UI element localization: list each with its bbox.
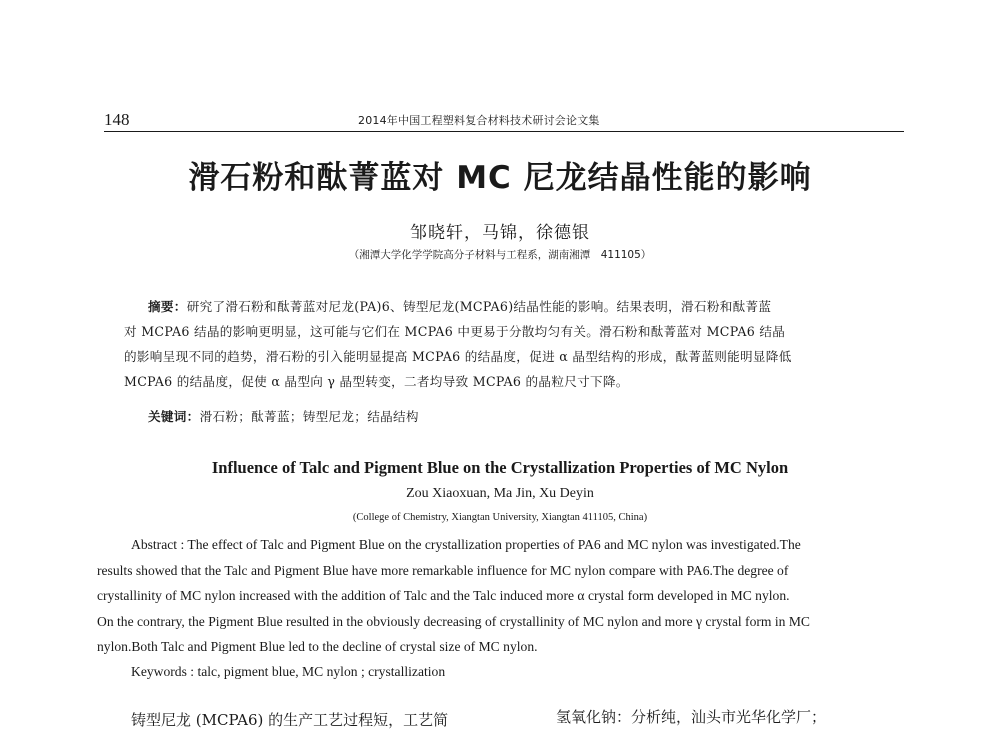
body-text-left-column: 铸型尼龙 (MCPA6) 的生产工艺过程短，工艺简 xyxy=(131,711,449,729)
english-abstract-line: On the contrary, the Pigment Blue resulted in the obviously decreasing of crystallinity of MC nylon and more γ crystal form in MC xyxy=(97,613,810,629)
proceedings-title: 2014年中国工程塑料复合材料技术研讨会论文集 xyxy=(358,114,600,127)
header-rule xyxy=(104,131,904,132)
english-abstract-line: nylon.Both Talc and Pigment Blue led to the decline of crystal size of MC nylon. xyxy=(97,639,538,654)
english-abstract-label: Abstract : xyxy=(131,537,185,552)
chinese-abstract-line: 的影响呈现不同的趋势，滑石粉的引入能明显提高 MCPA6 的结晶度，促进 α 晶型结构的形成，酞菁蓝则能明显降低 xyxy=(124,349,792,364)
chinese-title: 滑石粉和酞菁蓝对 MC 尼龙结晶性能的影响 xyxy=(188,160,812,196)
english-abstract xyxy=(97,532,907,660)
chinese-authors: 邹晓轩，马锦，徐德银 xyxy=(410,223,590,243)
english-authors: Zou Xiaoxuan, Ma Jin, Xu Deyin xyxy=(406,486,594,501)
body-text-right-column: 氢氧化钠：分析纯，汕头市光华化学厂； xyxy=(556,708,827,726)
english-title: Influence of Talc and Pigment Blue on the Crystallization Properties of MC Nylon xyxy=(211,458,789,477)
chinese-abstract-line: MCPA6 的结晶度，促使 α 晶型向 γ 晶型转变，二者均导致 MCPA6 的晶粒尺寸下降。 xyxy=(124,374,629,389)
english-keywords-label: Keywords : xyxy=(131,664,195,679)
chinese-abstract-line: 对 MCPA6 结晶的影响更明显，这可能与它们在 MCPA6 中更易于分散均匀有关。滑石粉和酞菁蓝对 MCPA6 结晶 xyxy=(124,324,786,339)
english-abstract-line: crystallinity of MC nylon increased with the addition of Talc and the Talc induced more α crystal form developed in MC nylon. xyxy=(97,588,790,603)
english-keywords xyxy=(131,664,445,680)
page-number: 148 xyxy=(104,110,130,129)
chinese-keywords-label: 关键词： xyxy=(148,409,200,424)
english-abstract-line: results showed that the Talc and Pigment Blue have more remarkable influence for MC nylon compare with PA6.The degree of xyxy=(97,562,789,578)
chinese-keywords-text: 滑石粉；酞菁蓝；铸型尼龙；结晶结构 xyxy=(199,409,419,424)
chinese-abstract-line xyxy=(124,294,884,319)
chinese-keywords xyxy=(148,406,419,425)
english-abstract-line xyxy=(97,532,907,558)
chinese-abstract xyxy=(124,294,884,394)
english-keywords-text: talc, pigment blue, MC nylon ; crystallization xyxy=(194,664,446,679)
chinese-affiliation: （湘潭大学化学学院高分子材料与工程系，湖南湘潭 411105） xyxy=(348,249,652,261)
english-abstract-text: The effect of Talc and Pigment Blue on the crystallization properties of PA6 and MC nylon was investigated.The xyxy=(184,537,801,552)
chinese-abstract-label: 摘要： xyxy=(148,299,187,314)
english-affiliation: (College of Chemistry, Xiangtan University, Xiangtan 411105, China) xyxy=(352,512,648,523)
chinese-abstract-text: 研究了滑石粉和酞菁蓝对尼龙(PA)6、铸型尼龙(MCPA6)结晶性能的影响。结果表明，滑石粉和酞菁蓝 xyxy=(186,299,772,314)
